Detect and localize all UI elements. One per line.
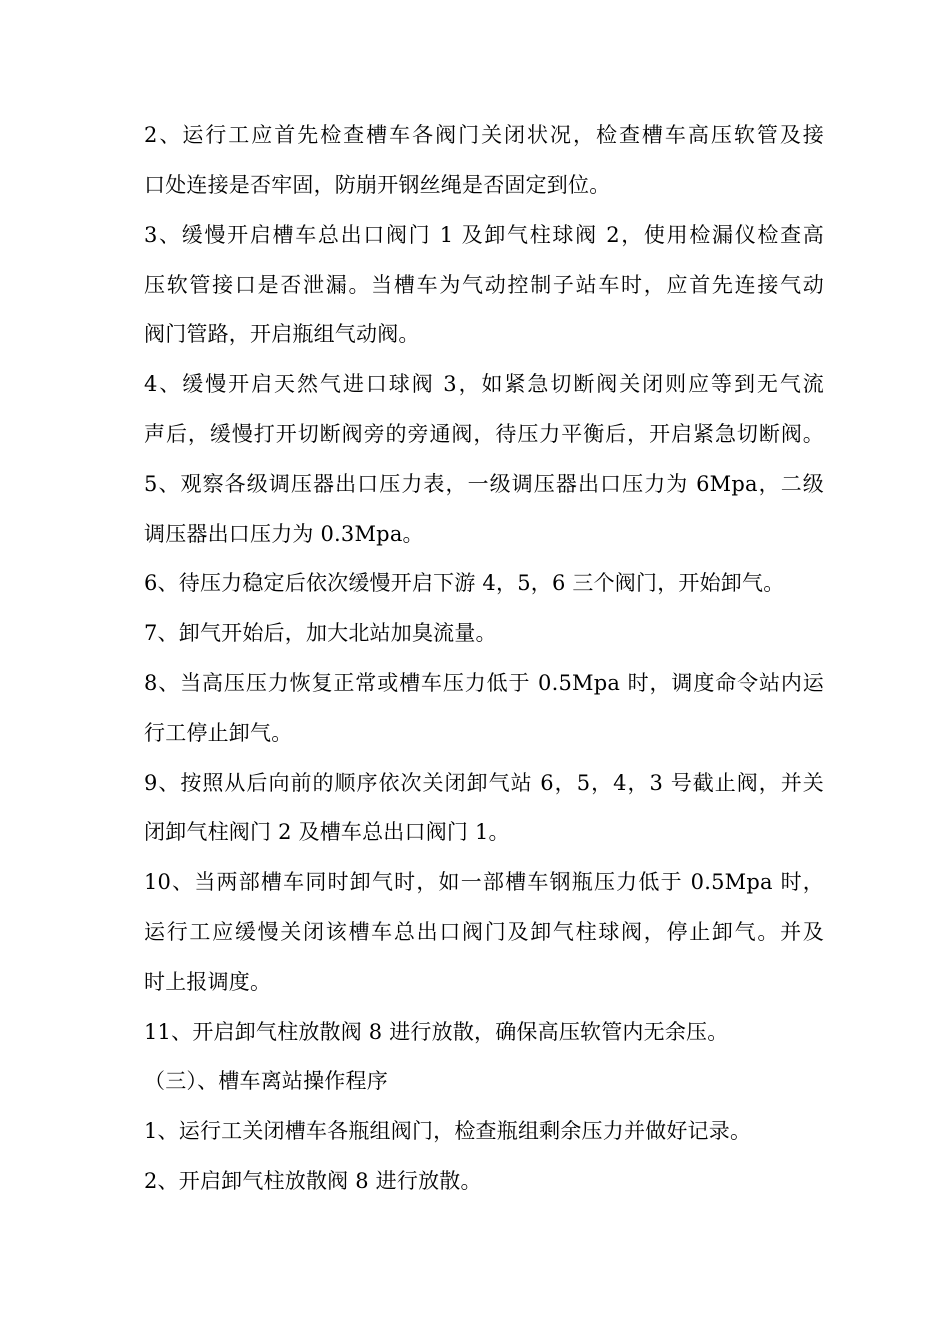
paragraph-line-6: 4、缓慢开启天然气进口球阀 3，如紧急切断阀关闭则应等到无气流 [144,372,824,396]
paragraph-line-8: 5、观察各级调压器出口压力表，一级调压器出口压力为 6Mpa，二级 [144,472,824,496]
paragraph-line-13: 行工停止卸气。 [144,721,293,745]
paragraph-line-9: 调压器出口压力为 0.3Mpa。 [144,522,424,546]
paragraph-line-14: 9、按照从后向前的顺序依次关闭卸气站 6，5，4，3 号截止阀，并关 [144,771,824,795]
paragraph-line-3: 3、缓慢开启槽车总出口阀门 1 及卸气柱球阀 2，使用检漏仪检查高 [144,223,824,247]
paragraph-line-22: 2、开启卸气柱放散阀 8 进行放散。 [144,1169,482,1193]
paragraph-line-12: 8、当高压压力恢复正常或槽车压力低于 0.5Mpa 时，调度命令站内运 [144,671,824,695]
paragraph-line-5: 阀门管路，开启瓶组气动阀。 [144,322,420,346]
paragraph-line-21: 1、运行工关闭槽车各瓶组阀门，检查瓶组剩余压力并做好记录。 [144,1119,752,1143]
paragraph-line-10: 6、待压力稳定后依次缓慢开启下游 4，5，6 三个阀门，开始卸气。 [144,571,785,595]
paragraph-line-4: 压软管接口是否泄漏。当槽车为气动控制子站车时，应首先连接气动 [144,273,824,297]
paragraph-line-11: 7、卸气开始后，加大北站加臭流量。 [144,621,497,645]
paragraph-line-2: 口处连接是否牢固，防崩开钢丝绳是否固定到位。 [144,173,611,197]
paragraph-line-1: 2、运行工应首先检查槽车各阀门关闭状况，检查槽车高压软管及接 [144,123,824,147]
section-heading: （三）、槽车离站操作程序 [144,1069,388,1093]
paragraph-line-16: 10、当两部槽车同时卸气时，如一部槽车钢瓶压力低于 0.5Mpa 时， [144,870,824,894]
paragraph-line-7: 声后，缓慢打开切断阀旁的旁通阀，待压力平衡后，开启紧急切断阀。 [144,422,824,446]
paragraph-line-19: 11、开启卸气柱放散阀 8 进行放散，确保高压软管内无余压。 [144,1020,729,1044]
paragraph-line-18: 时上报调度。 [144,970,272,994]
paragraph-line-15: 闭卸气柱阀门 2 及槽车总出口阀门 1。 [144,820,510,844]
paragraph-line-17: 运行工应缓慢关闭该槽车总出口阀门及卸气柱球阀，停止卸气。并及 [144,920,824,944]
